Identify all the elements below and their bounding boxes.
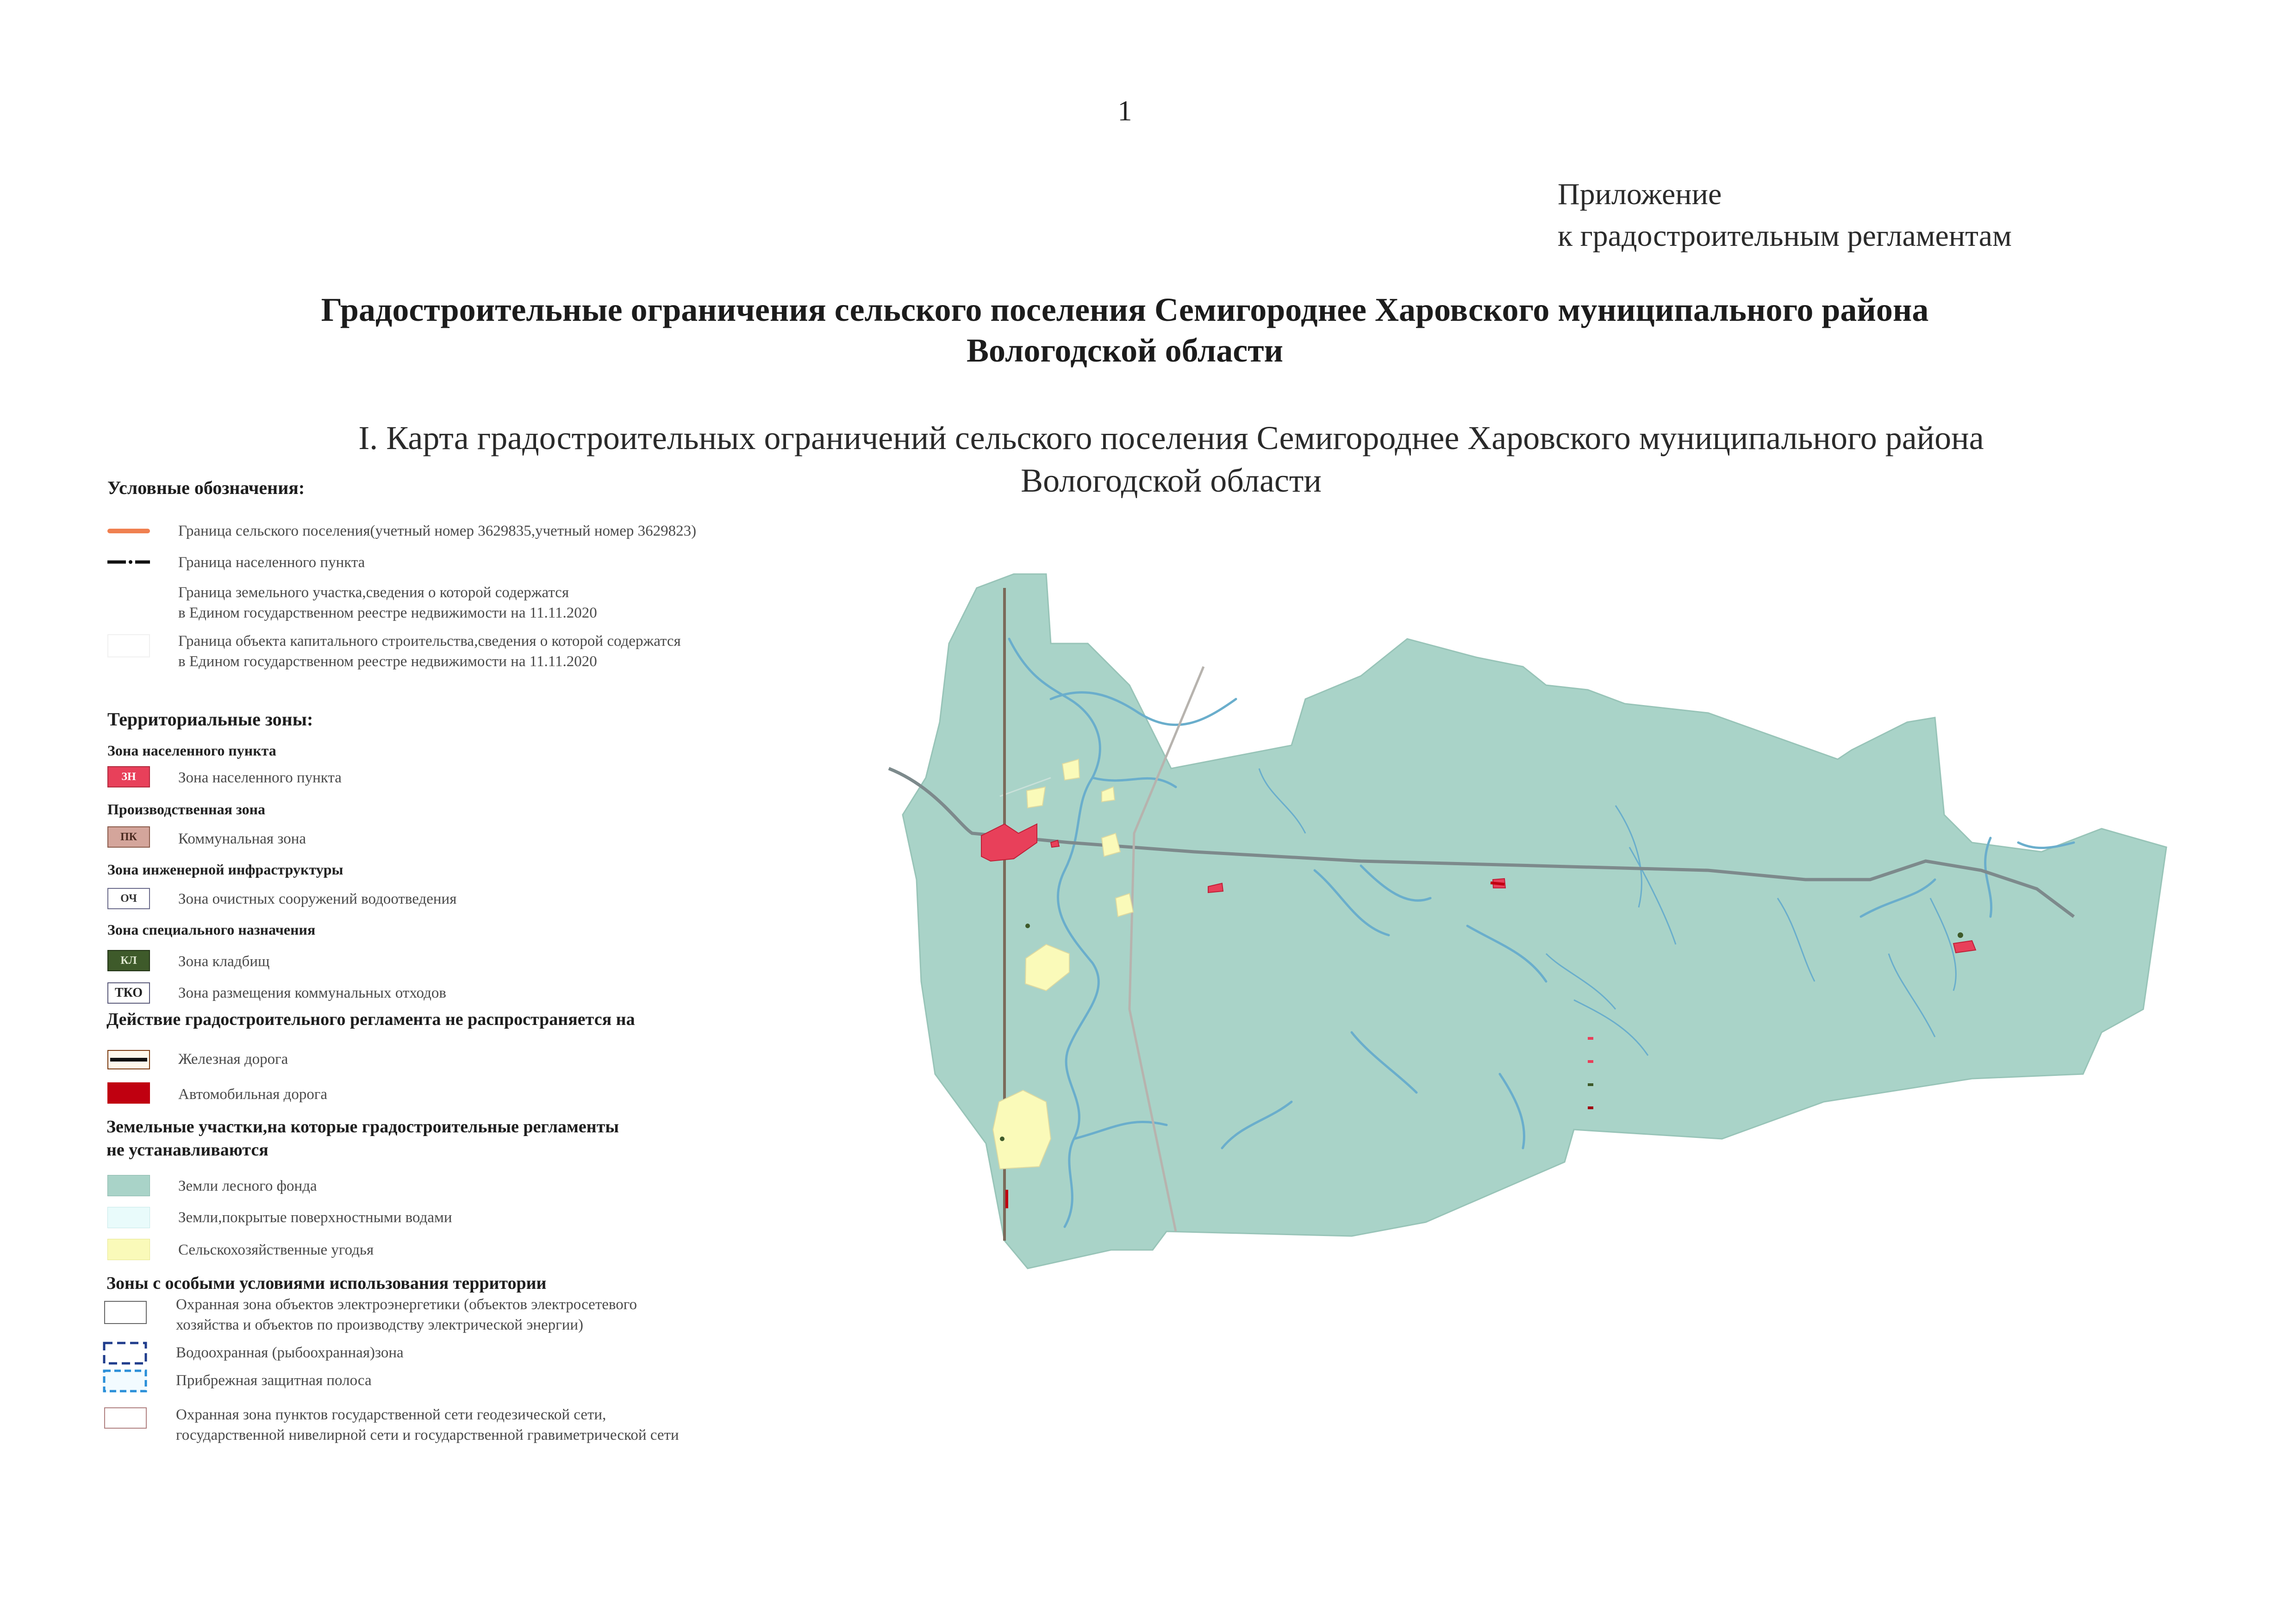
appendix-line-1: Приложение bbox=[1558, 177, 1722, 211]
water-swatch bbox=[107, 1207, 150, 1228]
document-title-line-2: Вологодской области bbox=[966, 332, 1284, 369]
no-regulations-heading-1: Земельные участки,на которые градостроительные регламенты bbox=[106, 1117, 619, 1137]
settlement-zone-label: Зона населенного пункта bbox=[178, 769, 342, 786]
map-legend bbox=[102, 477, 889, 1486]
settlement-boundary-label: Граница сельского поселения(учетный номер 3629835,учетный номер 3629823) bbox=[178, 523, 697, 539]
settlement-zone-swatch: ЗН bbox=[107, 766, 150, 787]
document-title-line-1: Градостроительные ограничения сельского поселения Семигороднее Харовского муниципального района bbox=[321, 291, 1929, 328]
highway-swatch bbox=[107, 1082, 150, 1104]
railway-label: Железная дорога bbox=[178, 1051, 288, 1068]
map-title-line-1: I. Карта градостроительных ограничений сельского поселения Семигороднее Харовского муниципального района bbox=[358, 419, 1984, 456]
no-regulations-heading-2: не устанавливаются bbox=[106, 1140, 268, 1160]
page-number: 1 bbox=[1117, 95, 1132, 127]
water-label: Земли,покрытые поверхностными водами bbox=[178, 1209, 452, 1226]
treatment-zone-label: Зона очистных сооружений водоотведения bbox=[178, 891, 457, 907]
locality-boundary-symbol bbox=[107, 559, 150, 565]
territorial-zones-heading: Территориальные зоны: bbox=[107, 709, 313, 730]
highway-label: Автомобильная дорога bbox=[178, 1086, 328, 1103]
legend-heading: Условные обозначения: bbox=[107, 477, 305, 498]
geodetic-zone-symbol bbox=[104, 1407, 147, 1429]
special-zone-heading: Зона специального назначения bbox=[107, 921, 316, 938]
locality-boundary-label: Граница населенного пункта bbox=[178, 554, 365, 571]
settlement-territory bbox=[903, 574, 2166, 1268]
building-boundary-symbol bbox=[107, 634, 150, 657]
power-zone-symbol bbox=[104, 1301, 147, 1324]
geodetic-zone-label-1: Охранная зона пунктов государственной сети геодезической сети, bbox=[176, 1406, 606, 1423]
cemetery-zone-label: Зона кладбищ bbox=[178, 953, 270, 970]
map-title-line-2: Вологодской области bbox=[1021, 462, 1322, 499]
communal-zone-swatch: ПК bbox=[107, 826, 150, 848]
appendix-note bbox=[1558, 174, 2012, 257]
settlement-boundary-symbol bbox=[107, 529, 150, 533]
engineering-zone-heading: Зона инженерной инфраструктуры bbox=[107, 861, 343, 878]
land-use-map bbox=[852, 546, 2185, 1287]
coastal-strip-label: Прибрежная защитная полоса bbox=[176, 1372, 372, 1389]
water-protection-label: Водоохранная (рыбоохранная)зона bbox=[176, 1344, 404, 1361]
building-boundary-label-2: в Едином государственном реестре недвижимости на 11.11.2020 bbox=[178, 653, 597, 670]
land-plot-boundary-label-1: Граница земельного участка,сведения о которой содержатся bbox=[178, 584, 569, 601]
forest-label: Земли лесного фонда bbox=[178, 1178, 317, 1194]
coastal-strip-symbol bbox=[103, 1369, 147, 1393]
document-title bbox=[139, 289, 2111, 371]
agricultural-swatch bbox=[107, 1239, 150, 1260]
appendix-line-2: к градостроительным регламентам bbox=[1558, 219, 2012, 253]
forest-swatch bbox=[107, 1175, 150, 1196]
agricultural-label: Сельскохозяйственные угодья bbox=[178, 1242, 374, 1258]
building-boundary-label-1: Граница объекта капитального строительства,сведения о которой содержатся bbox=[178, 633, 681, 650]
waste-zone-swatch: ТКО bbox=[107, 982, 150, 1004]
waste-zone-label: Зона размещения коммунальных отходов bbox=[178, 985, 446, 1001]
settlement-zone-heading: Зона населенного пункта bbox=[107, 742, 276, 759]
geodetic-zone-label-2: государственной нивелирной сети и государственной гравиметрической сети bbox=[176, 1427, 679, 1443]
power-zone-label-1: Охранная зона объектов электроэнергетики (объектов электросетевого bbox=[176, 1296, 637, 1313]
communal-zone-label: Коммунальная зона bbox=[178, 831, 306, 847]
railway-symbol bbox=[107, 1050, 150, 1069]
treatment-zone-swatch: ОЧ bbox=[107, 888, 150, 909]
land-plot-boundary-label-2: в Едином государственном реестре недвижимости на 11.11.2020 bbox=[178, 605, 597, 621]
not-applicable-heading: Действие градостроительного регламента не распространяется на bbox=[106, 1010, 635, 1029]
power-zone-label-2: хозяйства и объектов по производству электрической энергии) bbox=[176, 1317, 584, 1333]
special-conditions-heading: Зоны с особыми условиями использования территории bbox=[106, 1274, 547, 1293]
cemetery-zone-swatch: КЛ bbox=[107, 950, 150, 971]
water-protection-symbol bbox=[103, 1342, 147, 1365]
production-zone-heading: Производственная зона bbox=[107, 801, 266, 818]
